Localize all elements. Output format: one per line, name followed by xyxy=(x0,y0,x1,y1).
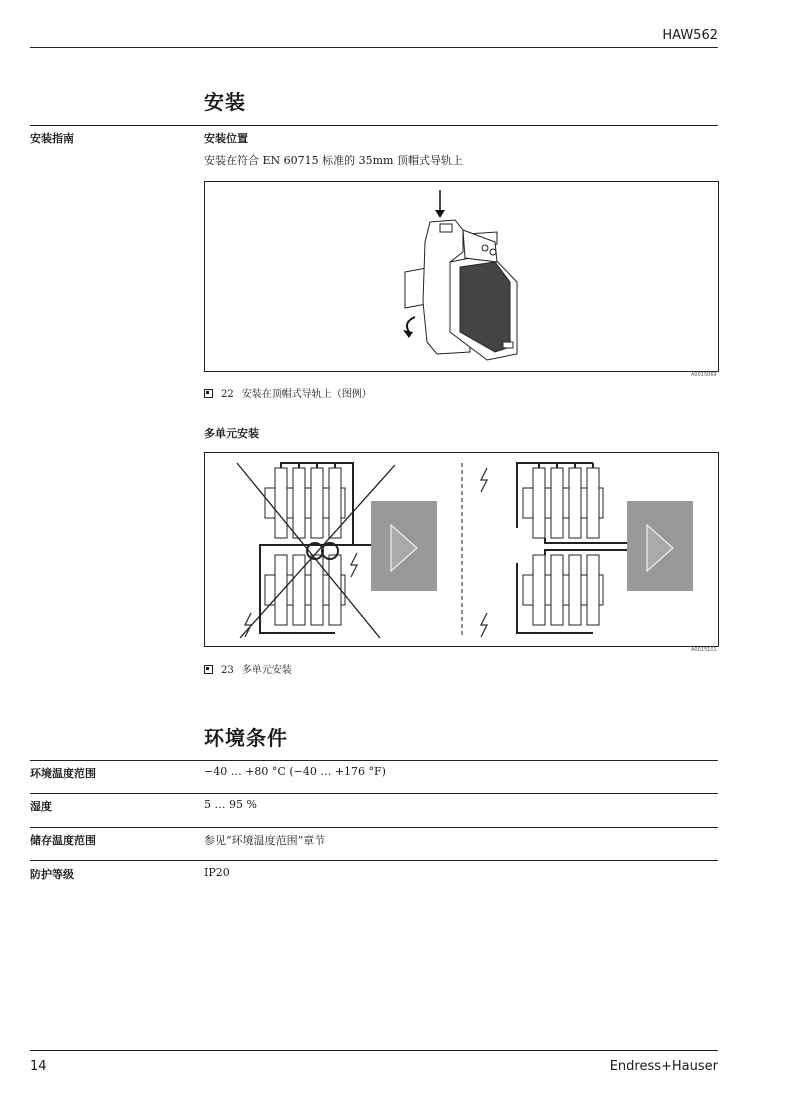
env-row-value: 参见“环境温度范围”章节 xyxy=(204,834,326,847)
figure-22-number: 22 xyxy=(221,389,234,400)
section-title-install: 安装 xyxy=(204,90,246,114)
page-number: 14 xyxy=(30,1059,47,1074)
section-rule xyxy=(30,125,718,126)
figure-23-caption xyxy=(204,661,300,676)
env-row-value: −40 … +80 °C (−40 … +176 °F) xyxy=(204,765,386,778)
row-rule xyxy=(30,793,718,794)
figure-icon xyxy=(204,665,213,674)
figure-23-caption-text: 多单元安装 xyxy=(241,665,292,676)
row-rule xyxy=(30,827,718,828)
install-position-heading: 安装位置 xyxy=(204,132,248,145)
env-row-value: 5 … 95 % xyxy=(204,798,257,811)
row-rule xyxy=(30,760,718,761)
env-row-label: 防护等级 xyxy=(30,868,74,881)
figure-22-caption-text: 安装在顶帽式导轨上（图例） xyxy=(241,389,372,400)
install-position-text: 安装在符合 EN 60715 标准的 35mm 顶帽式导轨上 xyxy=(204,154,463,167)
row-rule xyxy=(30,860,718,861)
figure-22-caption xyxy=(204,385,380,400)
figure-22-din-rail xyxy=(204,181,719,372)
document-code: HAW562 xyxy=(662,28,718,43)
figure-icon xyxy=(204,389,213,398)
din-rail-mounting-illustration xyxy=(205,182,718,371)
install-guide-label: 安装指南 xyxy=(30,132,74,145)
env-row-label: 环境温度范围 xyxy=(30,767,96,780)
env-row-label: 湿度 xyxy=(30,800,52,813)
figure-22-code: A0015069 xyxy=(691,372,717,378)
footer-rule xyxy=(30,1050,718,1051)
figure-23-multi-unit xyxy=(204,452,719,647)
env-row-label: 储存温度范围 xyxy=(30,834,96,847)
section-title-environment: 环境条件 xyxy=(204,726,288,750)
figure-23-code: A0015101 xyxy=(691,647,717,653)
multi-unit-wiring-illustration xyxy=(205,453,718,646)
header-rule xyxy=(30,47,718,48)
figure-23-number: 23 xyxy=(221,665,234,676)
brand-name: Endress+Hauser xyxy=(609,1059,718,1074)
env-row-value: IP20 xyxy=(204,866,230,879)
multi-unit-heading: 多单元安装 xyxy=(204,427,259,440)
